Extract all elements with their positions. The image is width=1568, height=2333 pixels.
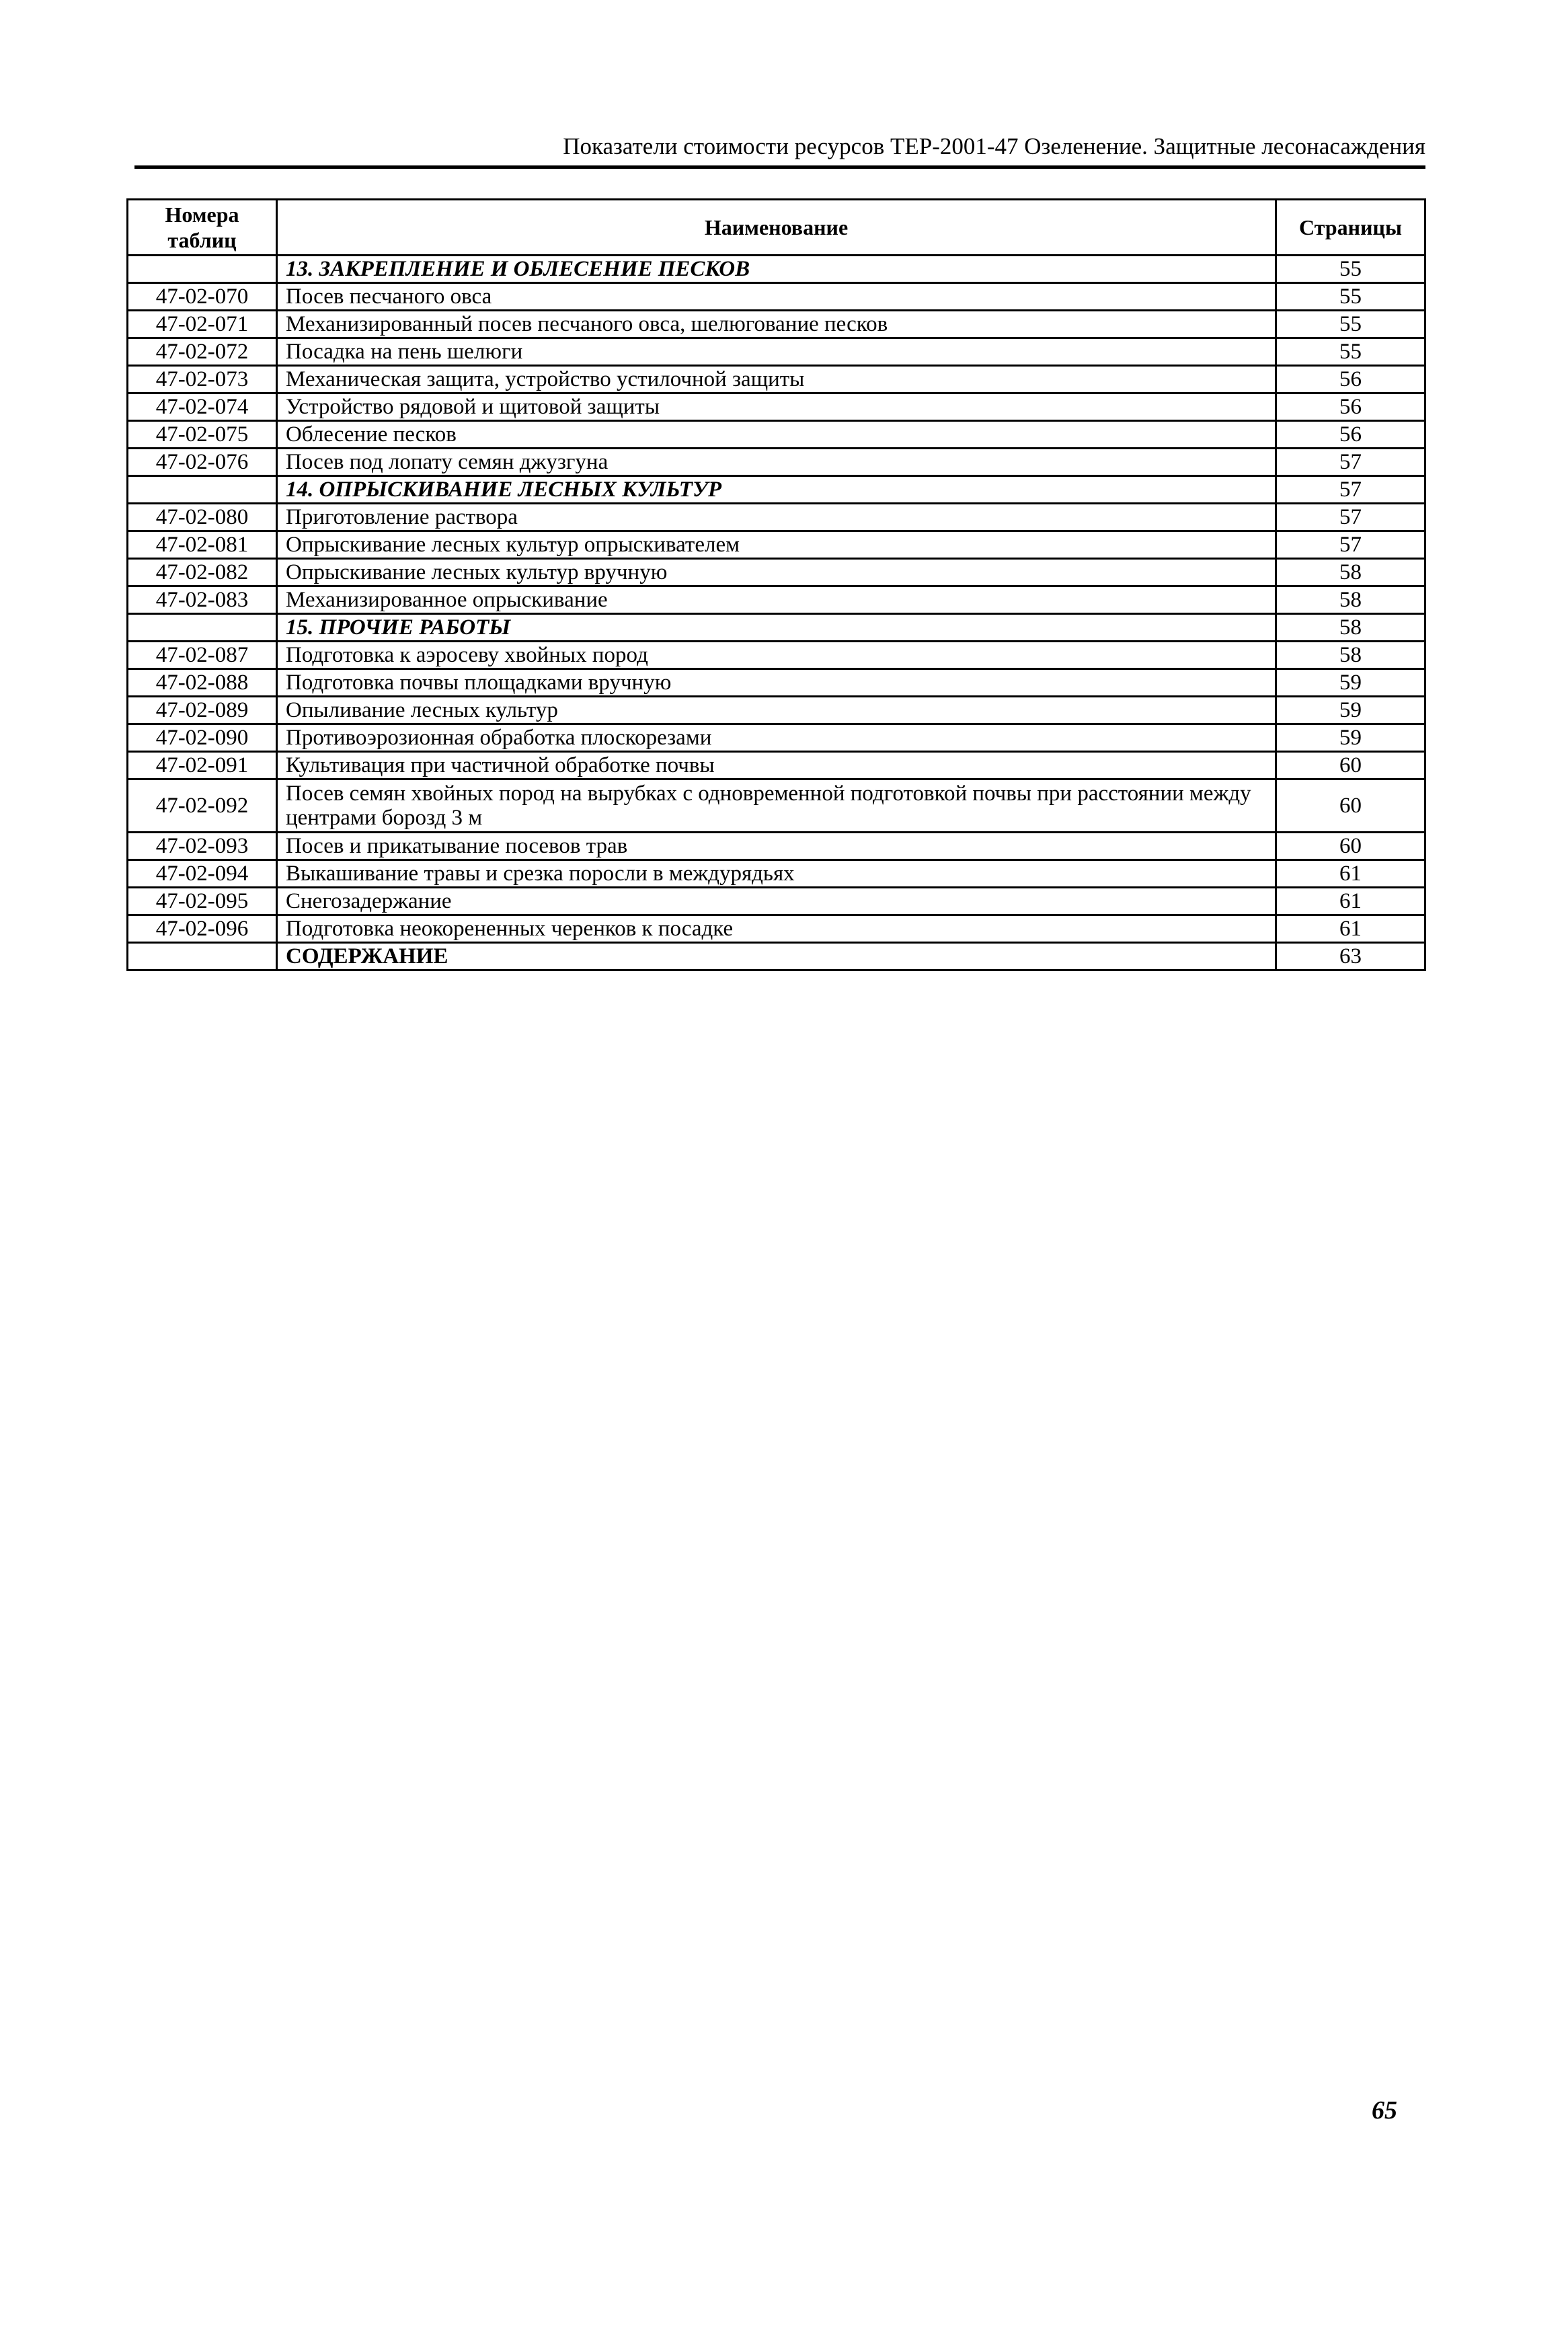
- table-name-cell: 14. ОПРЫСКИВАНИЕ ЛЕСНЫХ КУЛЬТУР: [277, 476, 1276, 504]
- table-number-cell: 47-02-088: [128, 669, 277, 697]
- table-name-cell: Культивация при частичной обработке почвы: [277, 752, 1276, 779]
- table-name-cell: Облесение песков: [277, 421, 1276, 449]
- table-number-cell: 47-02-073: [128, 366, 277, 393]
- table-number-cell: [128, 476, 277, 504]
- table-page-cell: 55: [1276, 311, 1425, 338]
- table-page-cell: 59: [1276, 697, 1425, 724]
- table-name-cell: 13. ЗАКРЕПЛЕНИЕ И ОБЛЕСЕНИЕ ПЕСКОВ: [277, 256, 1276, 283]
- table-number-cell: 47-02-080: [128, 504, 277, 531]
- table-name-cell: Устройство рядовой и щитовой защиты: [277, 393, 1276, 421]
- table-name-cell: Посев семян хвойных пород на вырубках с одновременной подготовкой почвы при расстоянии между центрами борозд 3 м: [277, 779, 1276, 833]
- table-row: [128, 421, 1425, 449]
- table-name-cell: Посев под лопату семян джузгуна: [277, 449, 1276, 476]
- table-page-cell: 60: [1276, 752, 1425, 779]
- table-page-cell: 57: [1276, 504, 1425, 531]
- table-number-cell: 47-02-074: [128, 393, 277, 421]
- table-page-cell: 59: [1276, 669, 1425, 697]
- table-row: [128, 559, 1425, 586]
- table-page-cell: 61: [1276, 860, 1425, 888]
- table-page-cell: 58: [1276, 614, 1425, 642]
- page-number: 65: [1372, 2096, 1397, 2125]
- table-name-cell: СОДЕРЖАНИЕ: [277, 943, 1276, 970]
- table-body: [128, 256, 1425, 970]
- table-name-cell: Противоэрозионная обработка плоскорезами: [277, 724, 1276, 752]
- table-row: [128, 697, 1425, 724]
- table-name-cell: Механизированный посев песчаного овса, шелюгование песков: [277, 311, 1276, 338]
- table-page-cell: 57: [1276, 476, 1425, 504]
- table-number-cell: 47-02-094: [128, 860, 277, 888]
- table-page-cell: 56: [1276, 421, 1425, 449]
- table-page-cell: 58: [1276, 642, 1425, 669]
- column-header-pages: Страницы: [1276, 200, 1425, 256]
- table-page-cell: 56: [1276, 393, 1425, 421]
- table-row: [128, 449, 1425, 476]
- table-row: [128, 531, 1425, 559]
- section-row: [128, 614, 1425, 642]
- table-header-row: [128, 200, 1425, 256]
- table-number-cell: 47-02-075: [128, 421, 277, 449]
- table-row: [128, 779, 1425, 833]
- contents-row: [128, 943, 1425, 970]
- table-number-cell: 47-02-095: [128, 888, 277, 915]
- table-name-cell: Механическая защита, устройство устилочной защиты: [277, 366, 1276, 393]
- section-row: [128, 256, 1425, 283]
- table-number-cell: 47-02-076: [128, 449, 277, 476]
- table-name-cell: Посадка на пень шелюги: [277, 338, 1276, 366]
- table-page-cell: 63: [1276, 943, 1425, 970]
- table-page-cell: 55: [1276, 256, 1425, 283]
- table-name-cell: Опыливание лесных культур: [277, 697, 1276, 724]
- table-row: [128, 669, 1425, 697]
- table-row: [128, 311, 1425, 338]
- table-name-cell: Посев песчаного овса: [277, 283, 1276, 311]
- table-row: [128, 393, 1425, 421]
- table-row: [128, 504, 1425, 531]
- table-number-cell: 47-02-087: [128, 642, 277, 669]
- table-row: [128, 752, 1425, 779]
- header-rule: [134, 165, 1425, 169]
- table-page-cell: 59: [1276, 724, 1425, 752]
- table-row: [128, 338, 1425, 366]
- table-number-cell: 47-02-072: [128, 338, 277, 366]
- column-header-number: Номера таблиц: [128, 200, 277, 256]
- running-header: Показатели стоимости ресурсов ТЕР-2001-47 Озеленение. Защитные лесонасаждения: [563, 133, 1425, 159]
- table-page-cell: 58: [1276, 586, 1425, 614]
- table-page-cell: 60: [1276, 833, 1425, 860]
- table-number-cell: [128, 943, 277, 970]
- table-number-cell: 47-02-090: [128, 724, 277, 752]
- table-number-cell: 47-02-092: [128, 779, 277, 833]
- contents-table: [126, 198, 1426, 971]
- table-page-cell: 60: [1276, 779, 1425, 833]
- table-row: [128, 586, 1425, 614]
- table-number-cell: 47-02-082: [128, 559, 277, 586]
- table-number-cell: 47-02-091: [128, 752, 277, 779]
- table-page-cell: 57: [1276, 449, 1425, 476]
- table-row: [128, 915, 1425, 943]
- table-row: [128, 642, 1425, 669]
- section-row: [128, 476, 1425, 504]
- table-name-cell: Снегозадержание: [277, 888, 1276, 915]
- table-name-cell: 15. ПРОЧИЕ РАБОТЫ: [277, 614, 1276, 642]
- table-row: [128, 888, 1425, 915]
- table-name-cell: Механизированное опрыскивание: [277, 586, 1276, 614]
- table-name-cell: Выкашивание травы и срезка поросли в междурядьях: [277, 860, 1276, 888]
- table-page-cell: 61: [1276, 888, 1425, 915]
- table-name-cell: Подготовка неокорененных черенков к посадке: [277, 915, 1276, 943]
- table-name-cell: Подготовка к аэросеву хвойных пород: [277, 642, 1276, 669]
- table-page-cell: 55: [1276, 338, 1425, 366]
- table-name-cell: Опрыскивание лесных культур опрыскивателем: [277, 531, 1276, 559]
- table-number-cell: 47-02-081: [128, 531, 277, 559]
- table-number-cell: 47-02-070: [128, 283, 277, 311]
- table-row: [128, 860, 1425, 888]
- table-name-cell: Опрыскивание лесных культур вручную: [277, 559, 1276, 586]
- table-page-cell: 56: [1276, 366, 1425, 393]
- table-number-cell: 47-02-096: [128, 915, 277, 943]
- table-number-cell: 47-02-093: [128, 833, 277, 860]
- table-page-cell: 61: [1276, 915, 1425, 943]
- table-row: [128, 833, 1425, 860]
- table-row: [128, 724, 1425, 752]
- table-page-cell: 58: [1276, 559, 1425, 586]
- table-row: [128, 366, 1425, 393]
- table-number-cell: [128, 256, 277, 283]
- table-number-cell: 47-02-089: [128, 697, 277, 724]
- table-name-cell: Подготовка почвы площадками вручную: [277, 669, 1276, 697]
- table-row: [128, 283, 1425, 311]
- table-number-cell: 47-02-071: [128, 311, 277, 338]
- table-number-cell: 47-02-083: [128, 586, 277, 614]
- column-header-name: Наименование: [277, 200, 1276, 256]
- table-name-cell: Приготовление раствора: [277, 504, 1276, 531]
- table-name-cell: Посев и прикатывание посевов трав: [277, 833, 1276, 860]
- table-page-cell: 55: [1276, 283, 1425, 311]
- table-number-cell: [128, 614, 277, 642]
- table-page-cell: 57: [1276, 531, 1425, 559]
